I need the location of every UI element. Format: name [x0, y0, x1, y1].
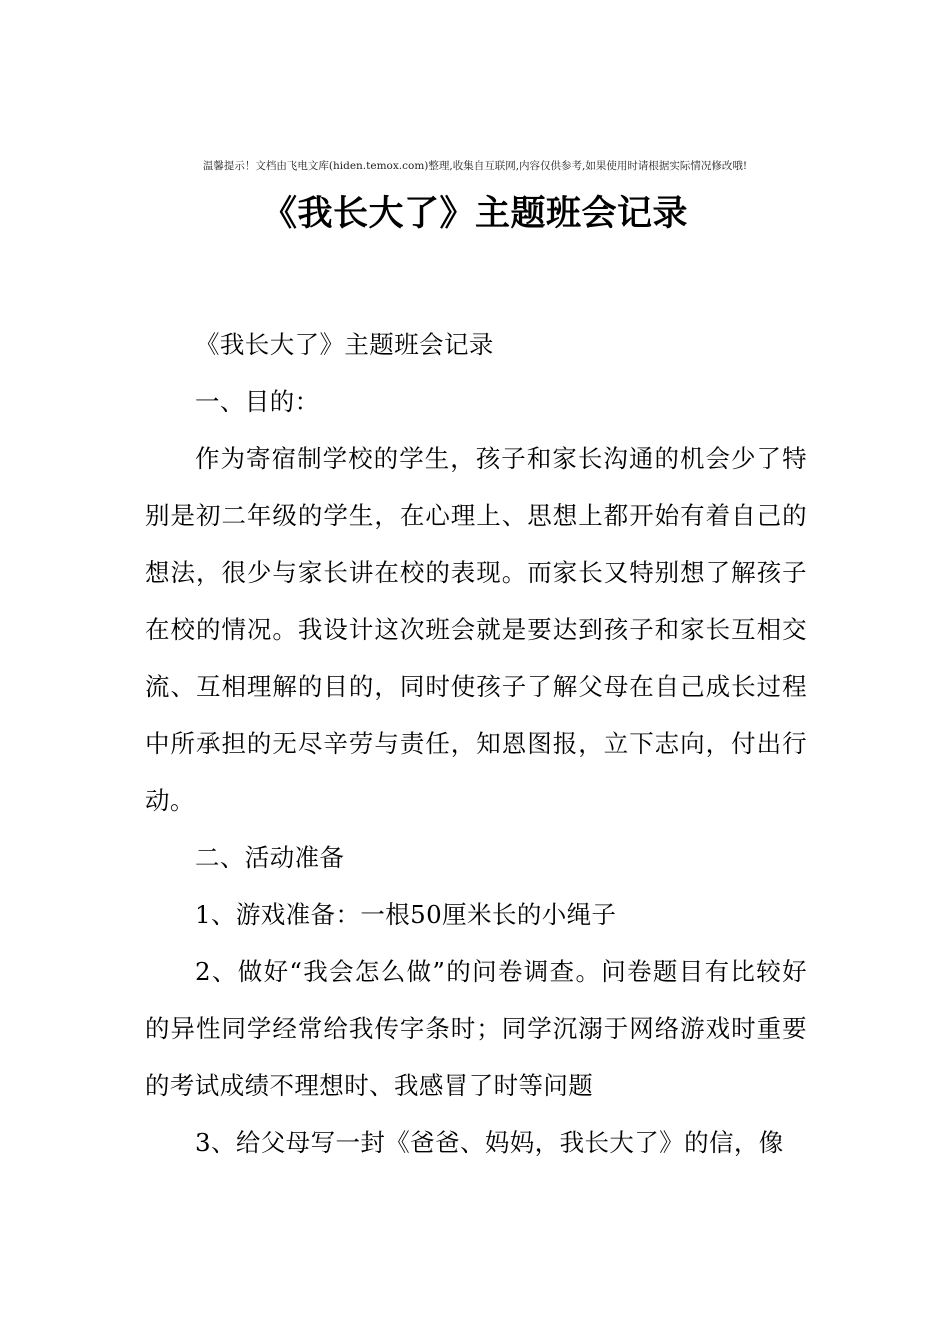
- paragraph-item-3: 3、给父母写一封《爸爸、妈妈，我长大了》的信，像: [195, 1128, 784, 1157]
- paragraph-item-2: 2、做好“我会怎么做”的问卷调查。问卷题目有比较好的异性同学经常给我传字条时；同学沉溺于网络游戏时重要的考试成绩不理想时、我感冒了时等问题: [145, 957, 807, 1100]
- paragraph-subtitle: 《我长大了》主题班会记录: [195, 330, 494, 359]
- document-title: 《我长大了》主题班会记录: [261, 194, 688, 234]
- paragraph-purpose-text: 作为寄宿制学校的学生，孩子和家长沟通的机会少了特别是初二年级的学生，在心理上、思想上都开始有着自己的想法，很少与家长讲在校的表现。而家长又特别想了解孩子在校的情况。我设计这次班会就是要达到孩子和家长互相交流、互相理解的目的，同时使孩子了解父母在自己成长过程中所承担的无尽辛劳与责任，知恩图报，立下志向，付出行动。: [145, 444, 807, 815]
- paragraph-section-purpose: 一、目的：: [195, 387, 320, 416]
- watermark-notice: 温馨提示！文档由飞电文库(hiden.temox.com)整理,收集自互联网,内容仅供参考,如果使用时请根据实际情况修改哦!: [202, 160, 748, 172]
- document-body: [145, 316, 807, 1171]
- paragraph-item-1: 1、游戏准备：一根50厘米长的小绳子: [195, 900, 617, 929]
- paragraph-section-preparation: 二、活动准备: [195, 843, 345, 872]
